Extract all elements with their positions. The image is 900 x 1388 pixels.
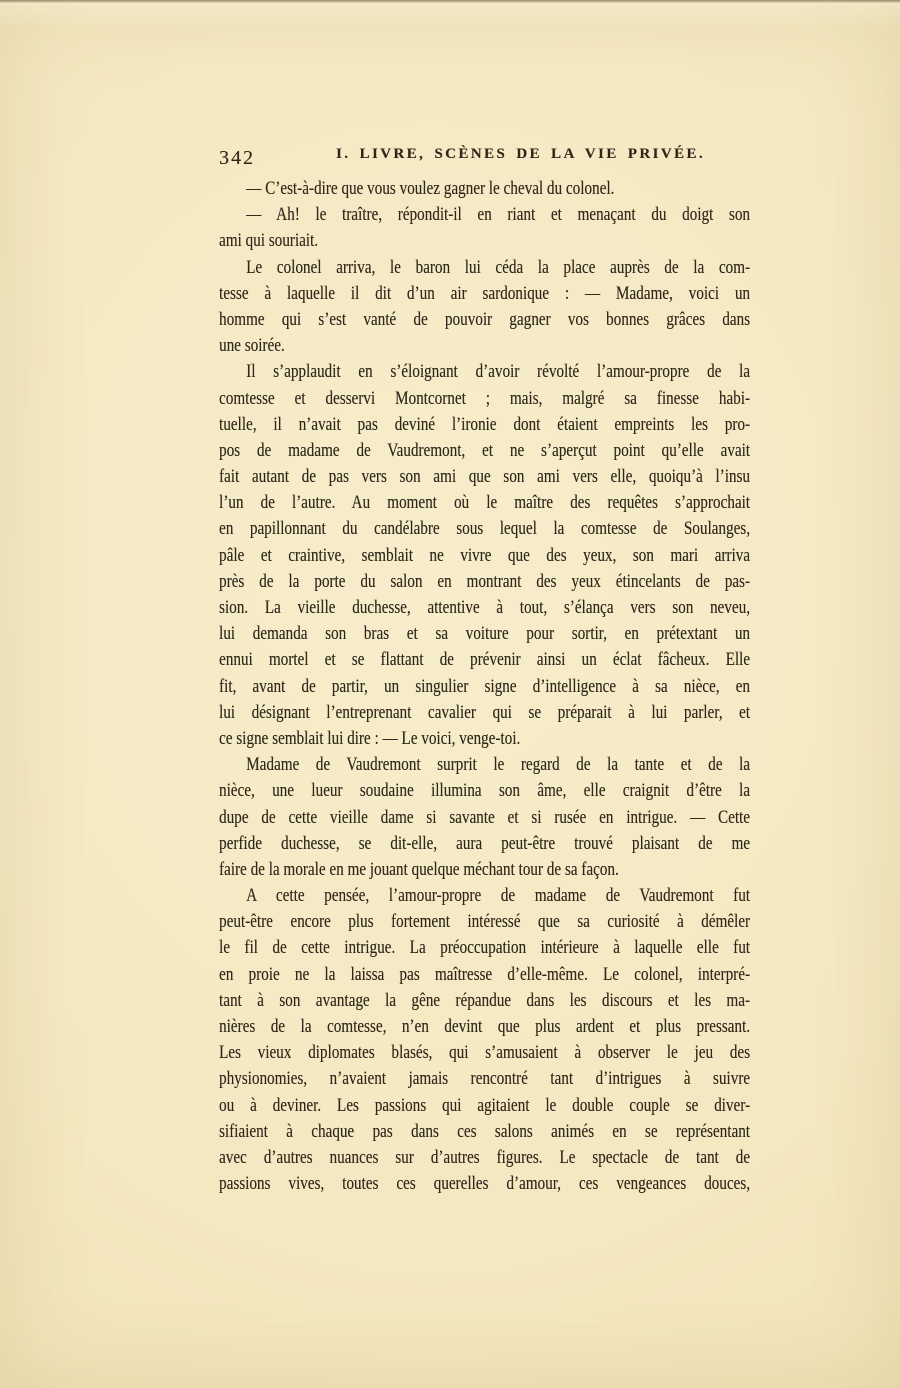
text-line: nières de la comtesse, n’en devint que plus ardent et plus pressant. [219, 1016, 751, 1037]
text-line: perfide duchesse, se dit-elle, aura peut-être trouvé plaisant de me [219, 832, 751, 854]
text-line: tant à son avantage la gêne répandue dans les discours et les ma- [219, 989, 751, 1011]
text-line: Madame de Vaudremont surprit le regard de la tante et de la [246, 754, 751, 776]
text-line: en proie ne la laissa pas maîtresse d’elle-même. Le colonel, interpré- [219, 963, 751, 985]
text-line: physionomies, n’avaient jamais rencontré tant d’intrigues à suivre [219, 1068, 751, 1090]
text-line: — C’est-à-dire que vous voulez gagner le cheval du colonel. [246, 178, 615, 199]
text-line: lui demanda son bras et sa voiture pour sortir, en prétextant un [219, 623, 751, 645]
text-line: fit, avant de partir, un singulier signe d’intelligence à sa nièce, en [219, 675, 751, 697]
text-line: près de la porte du salon en montrant des yeux étincelants de pas- [219, 570, 751, 592]
text-line: fait autant de pas vers son ami que son ami vers elle, quoiqu’à l’insu [219, 466, 751, 488]
running-title: I. LIVRE, SCÈNES DE LA VIE PRIVÉE. [336, 146, 705, 162]
page-number: 342 [219, 147, 255, 169]
text-line: passions vives, toutes ces querelles d’amour, ces vengeances douces, [219, 1173, 751, 1195]
text-line: dupe de cette vieille dame si savante et si rusée en intrigue. — Cette [219, 806, 751, 828]
text-line: avec d’autres nuances sur d’autres figures. Le spectacle de tant de [219, 1146, 751, 1168]
text-line: ennui mortel et se flattant de prévenir ainsi un éclat fâcheux. Elle [219, 649, 751, 671]
text-line: sion. La vieille duchesse, attentive à tout, s’élança vers son neveu, [219, 597, 751, 618]
paragraph [219, 883, 750, 1197]
text-line: sifiaient à chaque pas dans ces salons animés en se représentant [219, 1120, 751, 1142]
text-line: ce signe semblait lui dire : — Le voici, venge-toi. [219, 727, 521, 749]
text-line: en papillonnant du candélabre sous lequel la comtesse de Soulanges, [219, 518, 751, 540]
text-line: peut-être encore plus fortement intéressé que sa curiosité à démêler [219, 911, 751, 933]
text-line: une soirée. [219, 335, 285, 357]
text-line: tesse à laquelle il dit d’un air sardonique : — Madame, voici un [219, 282, 751, 304]
text-line: faire de la morale en me jouant quelque méchant tour de sa façon. [219, 858, 619, 880]
paragraph [219, 202, 750, 254]
text-line: lui désignant l’entreprenant cavalier qui se préparait à lui parler, et [219, 701, 751, 723]
text-line: ou à deviner. Les passions qui agitaient le double couple se diver- [219, 1094, 751, 1116]
text-line: tuelle, il n’avait pas deviné l’ironie dont étaient empreints les pro- [219, 413, 751, 435]
text-line: pos de madame de Vaudremont, et ne s’aperçut point qu’elle avait [219, 439, 751, 461]
text-line: le fil de cette intrigue. La préoccupation intérieure à laquelle elle fut [219, 937, 751, 959]
paragraph [219, 359, 750, 752]
text-line: homme qui s’est vanté de pouvoir gagner vos bonnes grâces dans [219, 308, 751, 330]
text-line: Le colonel arriva, le baron lui céda la place auprès de la com- [246, 256, 751, 278]
text-line: Les vieux diplomates blasés, qui s’amusaient à observer le jeu des [219, 1042, 751, 1064]
text-line: ami qui souriait. [219, 230, 319, 252]
text-line: — Ah! le traître, répondit-il en riant et menaçant du doigt son [246, 204, 751, 226]
text-line: comtesse et desservi Montcornet ; mais, malgré sa finesse habi- [219, 387, 751, 409]
text-line: A cette pensée, l’amour-propre de madame de Vaudremont fut [246, 885, 751, 907]
text-line: Il s’applaudit en s’éloignant d’avoir révolté l’amour-propre de la [246, 361, 751, 383]
page-header [219, 146, 750, 170]
text-line: nièce, une lueur soudaine illumina son âme, elle craignit d’être la [219, 780, 751, 802]
paragraph [219, 752, 750, 883]
text-block [219, 176, 750, 1197]
text-line: pâle et craintive, semblait ne vivre que des yeux, son mari arriva [219, 544, 751, 566]
paragraph [219, 255, 750, 360]
paragraph [219, 176, 750, 202]
text-line: l’un de l’autre. Au moment où le maître des requêtes s’approchait [219, 492, 751, 514]
